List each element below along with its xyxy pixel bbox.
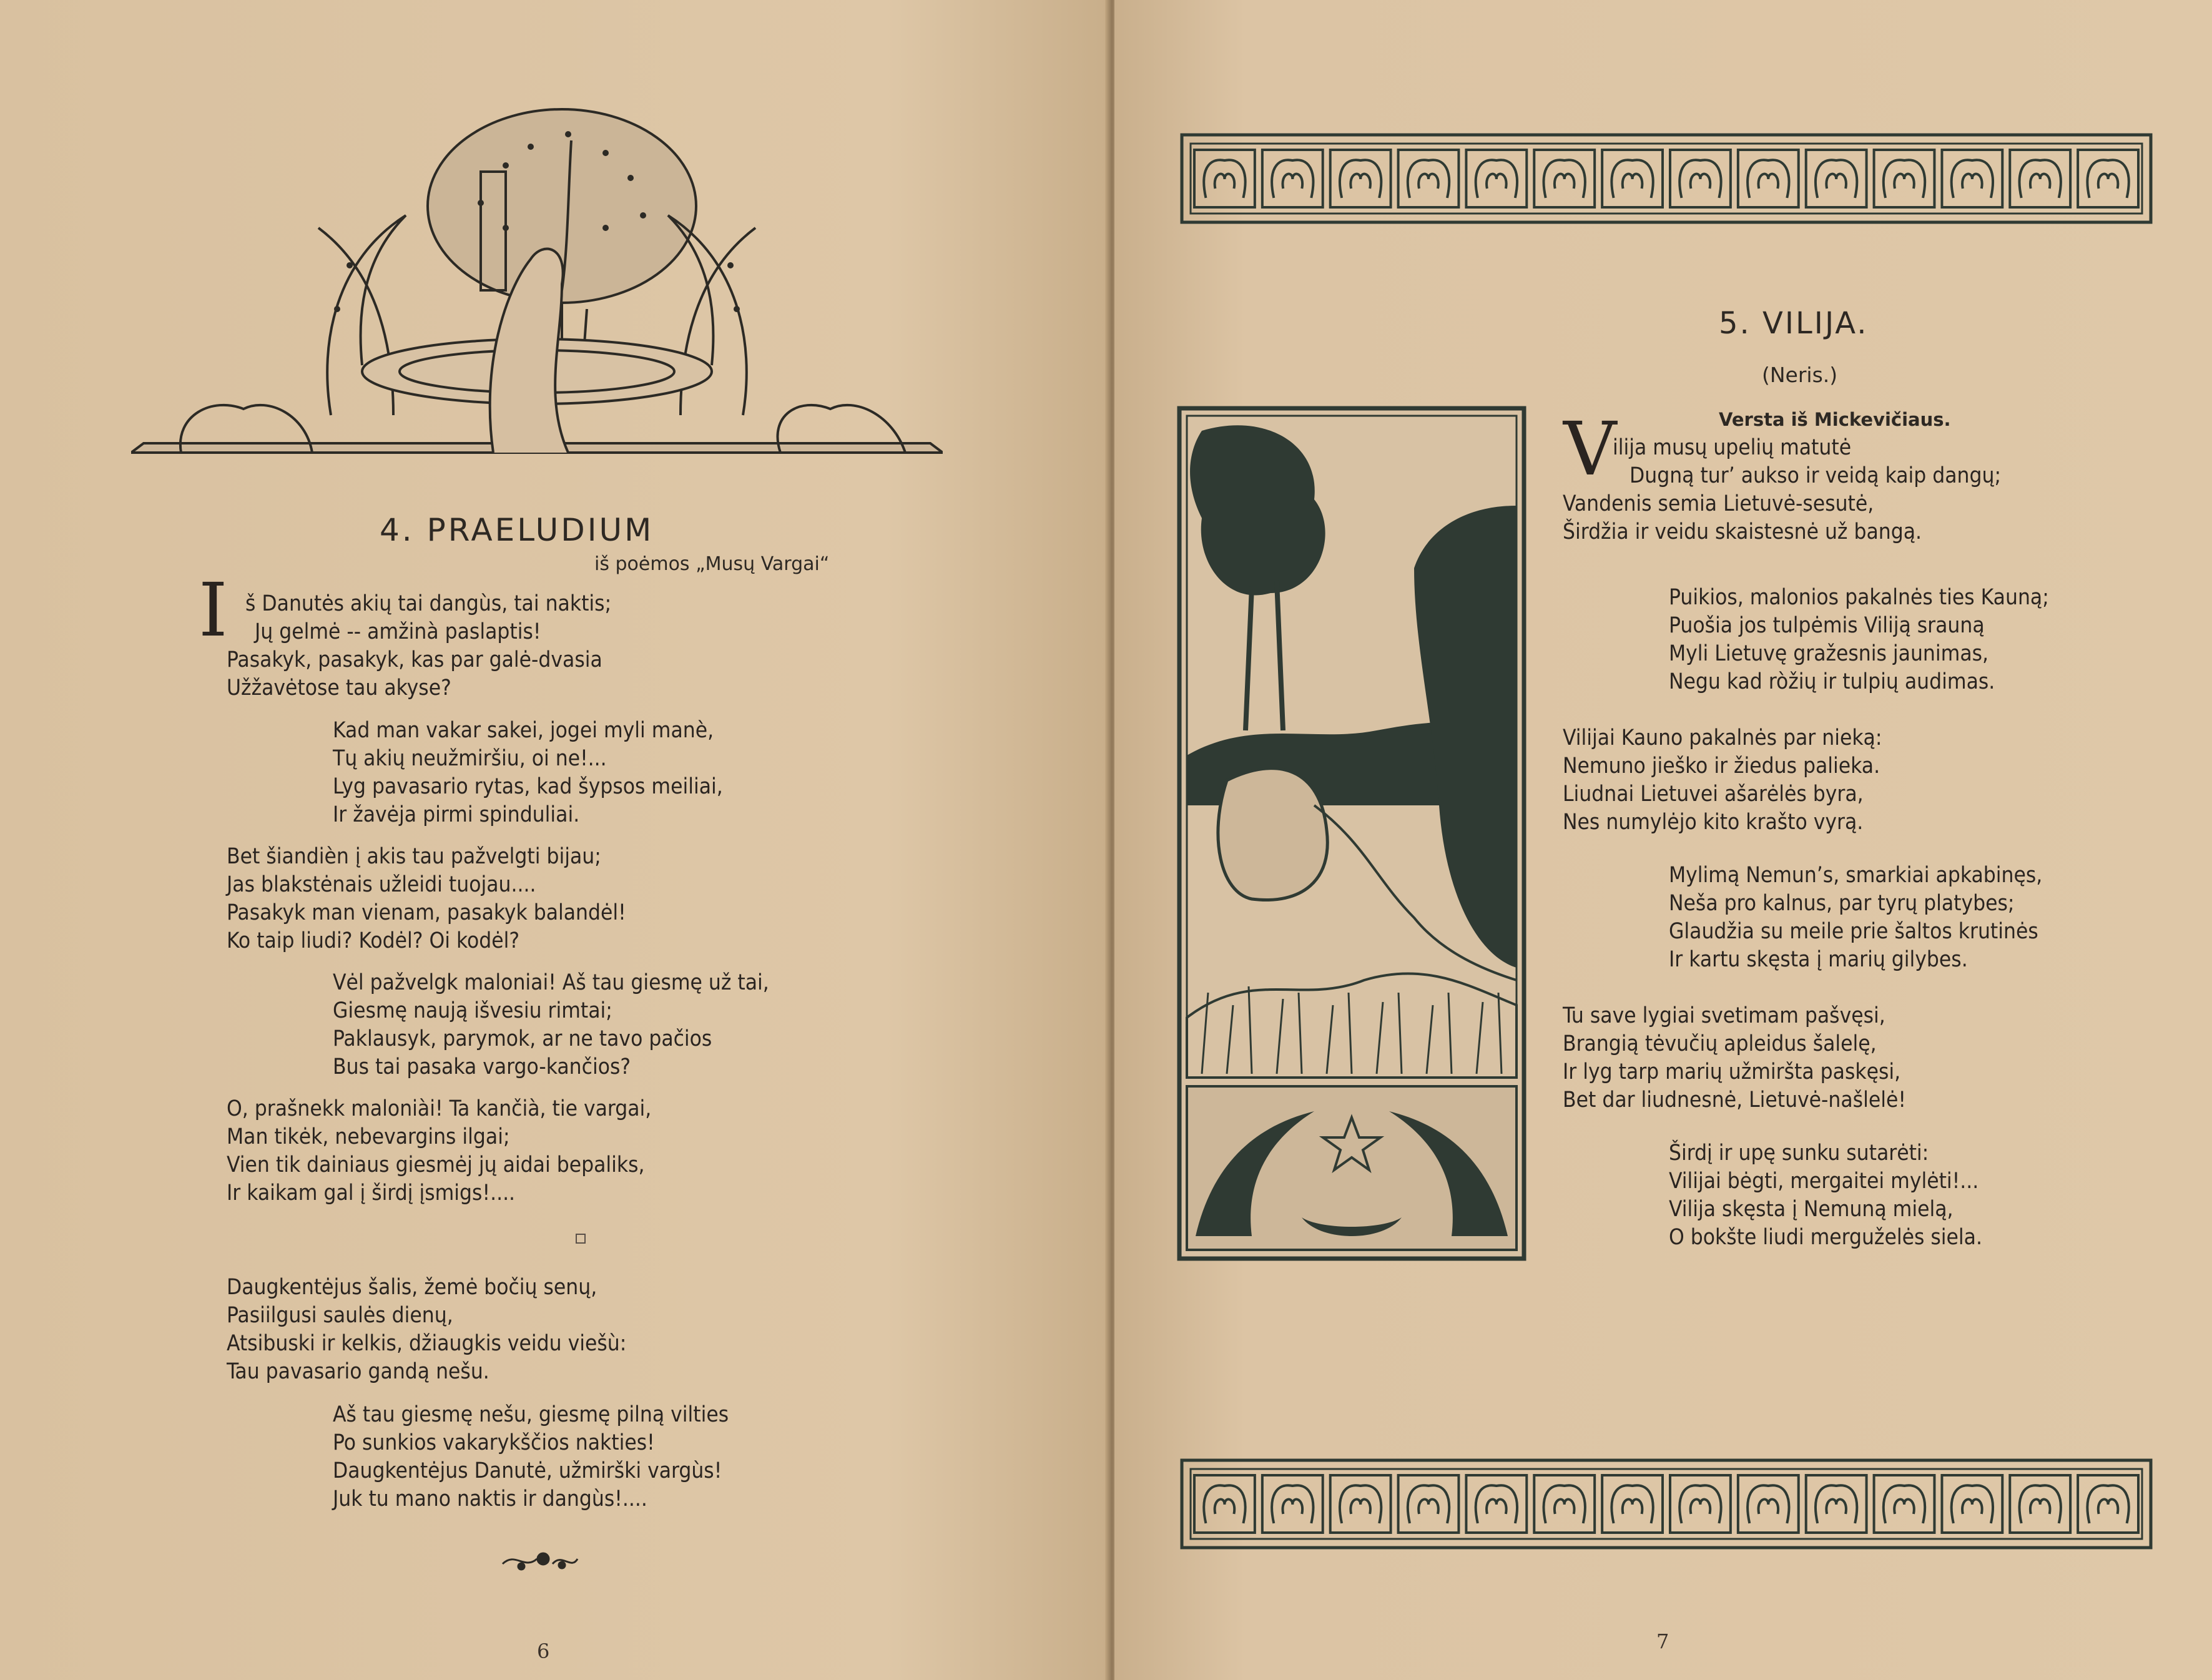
page-title: 5. VILIJA. bbox=[1719, 306, 1869, 341]
verse-line: Myli Lietuvę gražesnis jaunimas, bbox=[1669, 641, 1989, 666]
verse-line: Puošia jos tulpėmis Viliją srauną bbox=[1669, 613, 1985, 638]
verse-line: O bokšte liudi merguželės siela. bbox=[1669, 1225, 1982, 1250]
verse-line: O, prašnekk maloniài! Ta kančià, tie vargai, bbox=[227, 1096, 652, 1121]
verse-line: Glaudžia su meile prie šaltos krutinės bbox=[1669, 919, 2038, 944]
verse-line: Vien tik dainiaus giesmėj jų aidai bepaliks, bbox=[227, 1152, 645, 1177]
verse-line: Vilijai Kauno pakalnės par nieką: bbox=[1563, 725, 1882, 750]
verse-line: Dugną tur’ aukso ir veidą kaip dangų; bbox=[1630, 463, 2002, 488]
flower-tailpiece bbox=[499, 1545, 581, 1576]
verse-line: Užžavėtose tau akyse? bbox=[227, 675, 451, 700]
verse-line: Bet dar liudnesnė, Lietuvė-našlelė! bbox=[1563, 1088, 1906, 1113]
verse-line: Daugkentėjus Danutė, užmirški vargùs! bbox=[333, 1458, 722, 1483]
verse-line: Liudnai Lietuvei ašarėlės byra, bbox=[1563, 782, 1864, 807]
verse-line: Bet šiandièn į akis tau pažvelgti bijau; bbox=[227, 844, 601, 869]
verse-line: Vilijai bėgti, mergaitei mylėti!... bbox=[1669, 1169, 1979, 1194]
verse-line: Giesmę naują išvesiu rimtai; bbox=[333, 998, 612, 1023]
page-number: 6 bbox=[537, 1639, 550, 1663]
verse-line: Aš tau giesmę nešu, giesmę pilną vilties bbox=[333, 1402, 729, 1427]
verse-line: Ir kaikam gal į širdį įsmigs!.... bbox=[227, 1181, 516, 1206]
drop-cap: I bbox=[199, 567, 228, 653]
verse-line: ilija musų upelių matutė bbox=[1613, 435, 1852, 460]
verse-line: Tu save lygiai svetimam pašvęsi, bbox=[1563, 1003, 1885, 1028]
verse-line: Pasiilgusi saulės dienų, bbox=[227, 1303, 453, 1328]
verse-line: Jų gelmė -- amžinà paslaptis! bbox=[255, 619, 541, 644]
verse-line: Pasakyk man vienam, pasakyk balandėl! bbox=[227, 900, 626, 925]
verse-line: Ir lyg tarp marių užmiršta paskęsi, bbox=[1563, 1059, 1901, 1084]
verse-line: Ir žavėja pirmi spinduliai. bbox=[333, 802, 580, 827]
section-divider bbox=[576, 1234, 586, 1244]
verse-line: Bus tai pasaka vargo-kančios? bbox=[333, 1054, 631, 1079]
page-title: 4. PRAELUDIUM bbox=[380, 512, 654, 548]
verse-line: Atsibuski ir kelkis, džiaugkis veidu viešù: bbox=[227, 1331, 627, 1356]
verse-line: Daugkentėjus šalis, žemė bočių senų, bbox=[227, 1275, 597, 1300]
drop-cap: V bbox=[1563, 406, 1617, 492]
verse-line: Širdį ir upę sunku sutarėti: bbox=[1669, 1141, 1929, 1166]
verse-line: Lyg pavasario rytas, kad šypsos meiliai, bbox=[333, 774, 723, 799]
verse-line: Kad man vakar sakei, jogei myli manè, bbox=[333, 718, 714, 743]
verse-line: Tų akių neužmiršiu, oi ne!... bbox=[333, 746, 607, 771]
verse-line: Jas blakstėnais užleidi tuojau.... bbox=[227, 872, 536, 897]
verse-line: Paklausyk, parymok, ar ne tavo pačios bbox=[333, 1026, 712, 1051]
attribution: Versta iš Mickevičiaus. bbox=[1719, 409, 1951, 430]
poem-subtitle: (Neris.) bbox=[1762, 363, 1838, 387]
verse-line: Vandenis semia Lietuvė-sesutė, bbox=[1563, 491, 1874, 516]
fountain-illustration bbox=[131, 103, 943, 465]
verse-line: Brangią tėvučių apleidus šalelę, bbox=[1563, 1031, 1877, 1056]
river-illustration bbox=[1177, 406, 1526, 1261]
poem-subtitle: iš poėmos „Musų Vargai“ bbox=[594, 553, 830, 575]
verse-line: Vilija skęsta į Nemuną mielą, bbox=[1669, 1197, 1954, 1222]
verse-line: Pasakyk, pasakyk, kas par galė-dvasia bbox=[227, 647, 602, 672]
verse-line: Puikios, malonios pakalnės ties Kauną; bbox=[1669, 585, 2049, 610]
verse-line: Ir kartu skęsta į marių gilybes. bbox=[1669, 947, 1968, 972]
verse-line: Tau pavasario gandą nešu. bbox=[227, 1359, 489, 1384]
verse-line: Ko taip liudi? Kodėl? Oi kodėl? bbox=[227, 928, 520, 953]
verse-line: Nes numylėjo kito krašto vyrą. bbox=[1563, 810, 1864, 835]
verse-line: Širdžia ir veidu skaistesnė už bangą. bbox=[1563, 519, 1922, 544]
ornament-border-bottom bbox=[1179, 1458, 2153, 1550]
verse-line: š Danutės akių tai dangùs, tai naktis; bbox=[245, 591, 612, 616]
verse-line: Negu kad ròžių ir tulpių audimas. bbox=[1669, 669, 1995, 694]
verse-line: Vėl pažvelgk maloniai! Aš tau giesmę už tai, bbox=[333, 970, 769, 995]
verse-line: Man tikėk, nebevargins ilgai; bbox=[227, 1124, 510, 1149]
verse-line: Po sunkios vakarykščios nakties! bbox=[333, 1430, 655, 1455]
verse-line: Mylimą Nemun’s, smarkiai apkabinęs, bbox=[1669, 863, 2043, 888]
verse-line: Neša pro kalnus, par tyrų platybes; bbox=[1669, 891, 2015, 916]
page-number: 7 bbox=[1656, 1629, 1669, 1653]
ornament-border-top bbox=[1179, 132, 2153, 225]
verse-line: Juk tu mano naktis ir dangùs!.... bbox=[333, 1486, 647, 1511]
verse-line: Nemuno jieško ir žiedus palieka. bbox=[1563, 754, 1880, 779]
